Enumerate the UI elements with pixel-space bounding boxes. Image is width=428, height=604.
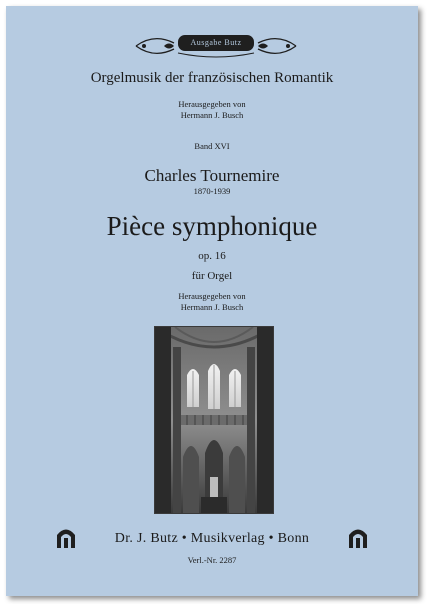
arch-icon [348, 526, 368, 548]
series-editor-name: Hermann J. Busch [180, 110, 244, 120]
work-editor-label: Herausgegeben von [178, 291, 246, 301]
series-editor-label: Herausgegeben von [178, 99, 246, 109]
catalog-number: Verl.-Nr. 2287 [187, 555, 237, 565]
composer-name: Charles Tournemire [144, 166, 280, 185]
publisher-name: Dr. J. Butz • Musikverlag • Bonn [114, 531, 310, 546]
volume-number: Band XVI [194, 141, 230, 151]
ornament-icon [134, 31, 298, 61]
publisher-row [6, 526, 418, 552]
cathedral-photo [154, 326, 274, 514]
work-title: Pièce symphonique [106, 211, 318, 241]
composer-years: 1870-1939 [193, 186, 231, 196]
instrumentation: für Orgel [191, 270, 233, 282]
series-title: Orgelmusik der französischen Romantik [90, 70, 334, 86]
book-cover [6, 6, 418, 596]
edition-badge: Ausgabe Butz [178, 35, 254, 51]
opus-number: op. 16 [198, 250, 226, 262]
work-editor-name: Hermann J. Busch [180, 302, 244, 312]
